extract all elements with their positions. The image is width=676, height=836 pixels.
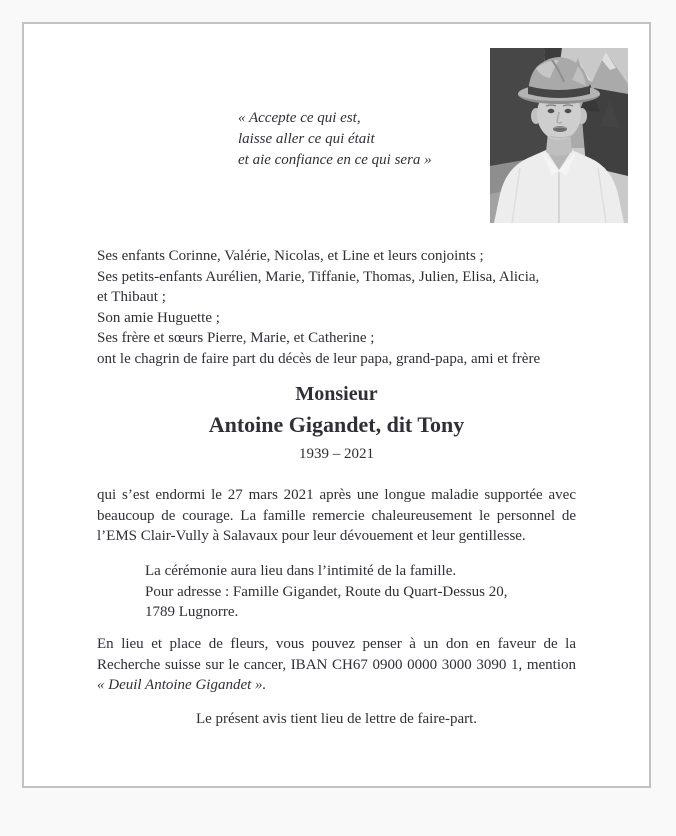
family-line: Son amie Huguette ; — [97, 309, 220, 326]
family-line: ont le chagrin de faire part du décès de leur papa, grand-papa, ami et frère — [97, 350, 541, 367]
family-line: Ses frère et sœurs Pierre, Marie, et Catherine ; — [97, 330, 375, 346]
deceased-years: 1939 – 2021 — [299, 446, 374, 462]
donation-text: En lieu et place de fleurs, vous pouvez penser à un don en faveur de la Recherche suisse sur le cancer, IBAN CH67 0900 0000 3000 3090 1, mention — [97, 636, 576, 673]
ceremony-line: 1789 Lugnorre. — [145, 604, 239, 620]
ceremony-block — [145, 561, 507, 623]
family-line: Ses petits-enfants Aurélien, Marie, Tiffanie, Thomas, Julien, Elisa, Alicia, — [97, 268, 540, 285]
deceased-name: Antoine Gigandet, dit Tony — [208, 412, 465, 437]
opening-quote — [238, 108, 432, 171]
quote-line: et aie confiance en ce qui sera » — [238, 152, 432, 168]
illness-paragraph: qui s’est endormi le 27 mars 2021 après une longue maladie supportée avec beaucoup de courage. La famille remercie chaleureusement le personnel de l’EMS Clair-Vully à Salavaux pour leur dévouement et leur gentillesse. — [97, 487, 576, 544]
ceremony-line: La cérémonie aura lieu dans l’intimité de la famille. — [145, 563, 457, 579]
portrait-photo — [490, 48, 628, 223]
quote-line: « Accepte ce qui est, — [238, 110, 361, 126]
family-line: et Thibaut ; — [97, 289, 166, 305]
closing-line: Le présent avis tient lieu de lettre de faire-part. — [195, 711, 478, 727]
memorial-notice-page — [22, 22, 651, 788]
ceremony-line: Pour adresse : Famille Gigandet, Route du Quart-Dessus 20, — [145, 583, 508, 600]
family-announcement — [97, 246, 602, 369]
donation-paragraph — [97, 634, 576, 696]
deceased-salutation: Monsieur — [295, 383, 378, 405]
family-line: Ses enfants Corinne, Valérie, Nicolas, et Line et leurs conjoints ; — [97, 248, 484, 264]
quote-line: laisse aller ce qui était — [238, 131, 375, 147]
donation-mention: « Deuil Antoine Gigandet ». — [97, 677, 267, 693]
